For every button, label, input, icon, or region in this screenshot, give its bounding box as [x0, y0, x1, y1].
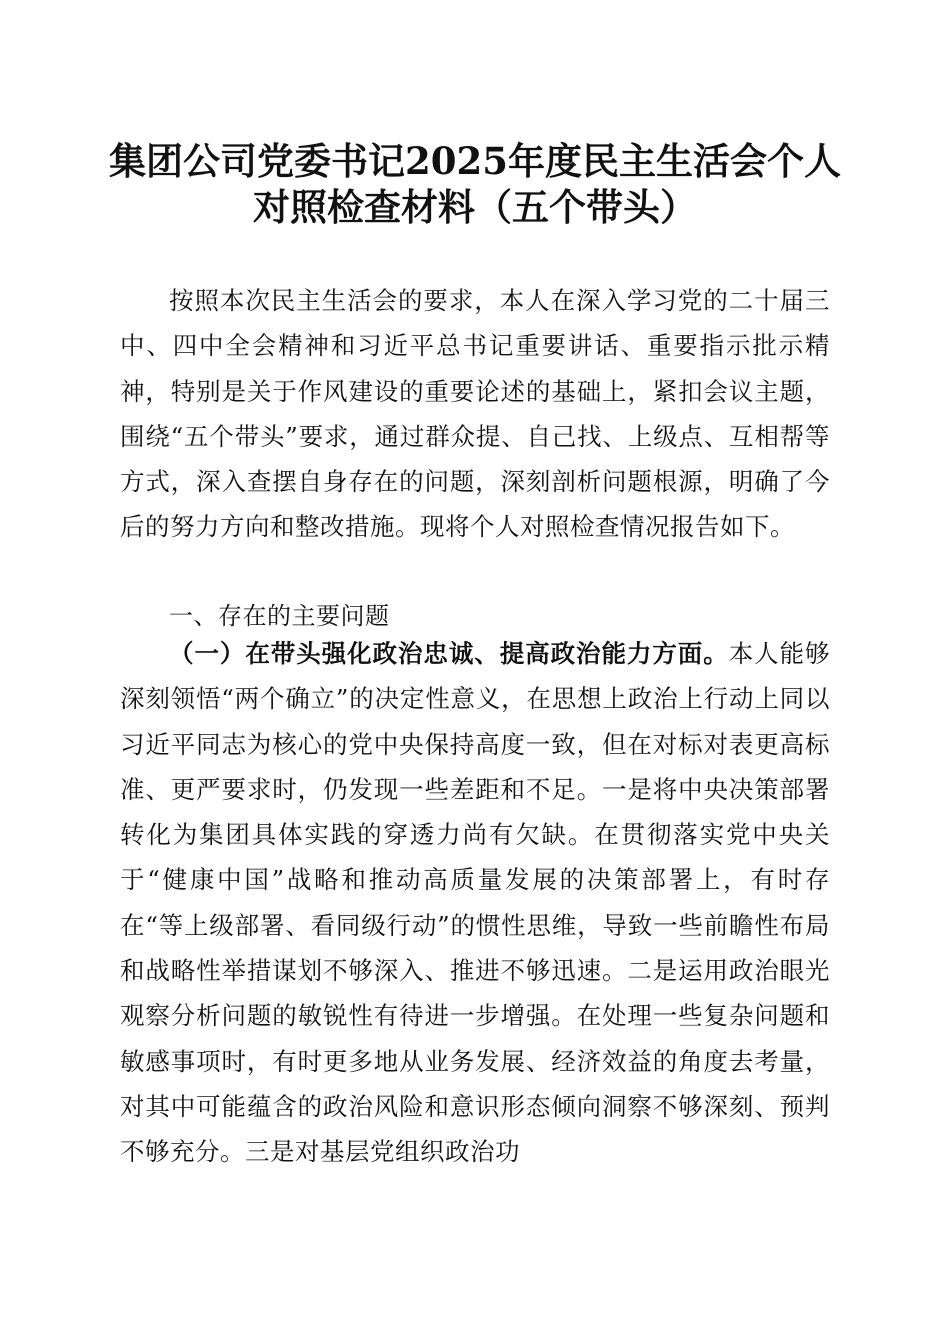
- subsection-heading: （一）在带头强化政治忠诚、提高政治能力方面。: [169, 639, 729, 668]
- section-heading: 一、存在的主要问题: [169, 602, 390, 630]
- subsection-paragraph: [120, 631, 830, 1175]
- intro-paragraph: 按照本次民主生活会的要求，本人在深入学习党的二十届三中、四中全会精神和习近平总书记重要讲话、重要指示批示精神，特别是关于作风建设的重要论述的基础上，紧扣会议主题，围绕“五个带头”要求，通过群众提、自己找、上级点、互相帮等方式，深入查摆自身存在的问题，深刻剖析问题根源，明确了今后的努力方向和整改措施。现将个人对照检查情况报告如下。: [120, 286, 830, 542]
- document-title: [60, 138, 890, 230]
- title-line-2: 对照检查材料（五个带头）: [253, 185, 697, 229]
- title-line-1: 集团公司党委书记2025年度民主生活会个人: [109, 139, 841, 183]
- subsection-body: 本人能够深刻领悟“两个确立”的决定性意义，在思想上政治上行动上同以习近平同志为核心的党中央保持高度一致，但在对标对表更高标准、更严要求时，仍发现一些差距和不足。一是将中央决策部署转化为集团具体实践的穿透力尚有欠缺。在贯彻落实党中央关于“健康中国”战略和推动高质量发展的决策部署上，有时存在“等上级部署、看同级行动”的惯性思维，导致一些前瞻性布局和战略性举措谋划不够深入、推进不够迅速。二是运用政治眼光观察分析问题的敏锐性有待进一步增强。在处理一些复杂问题和敏感事项时，有时更多地从业务发展、经济效益的角度去考量，对其中可能蕴含的政治风险和意识形态倾向洞察不够深刻、预判不够充分。三是对基层党组织政治功: [120, 639, 831, 1167]
